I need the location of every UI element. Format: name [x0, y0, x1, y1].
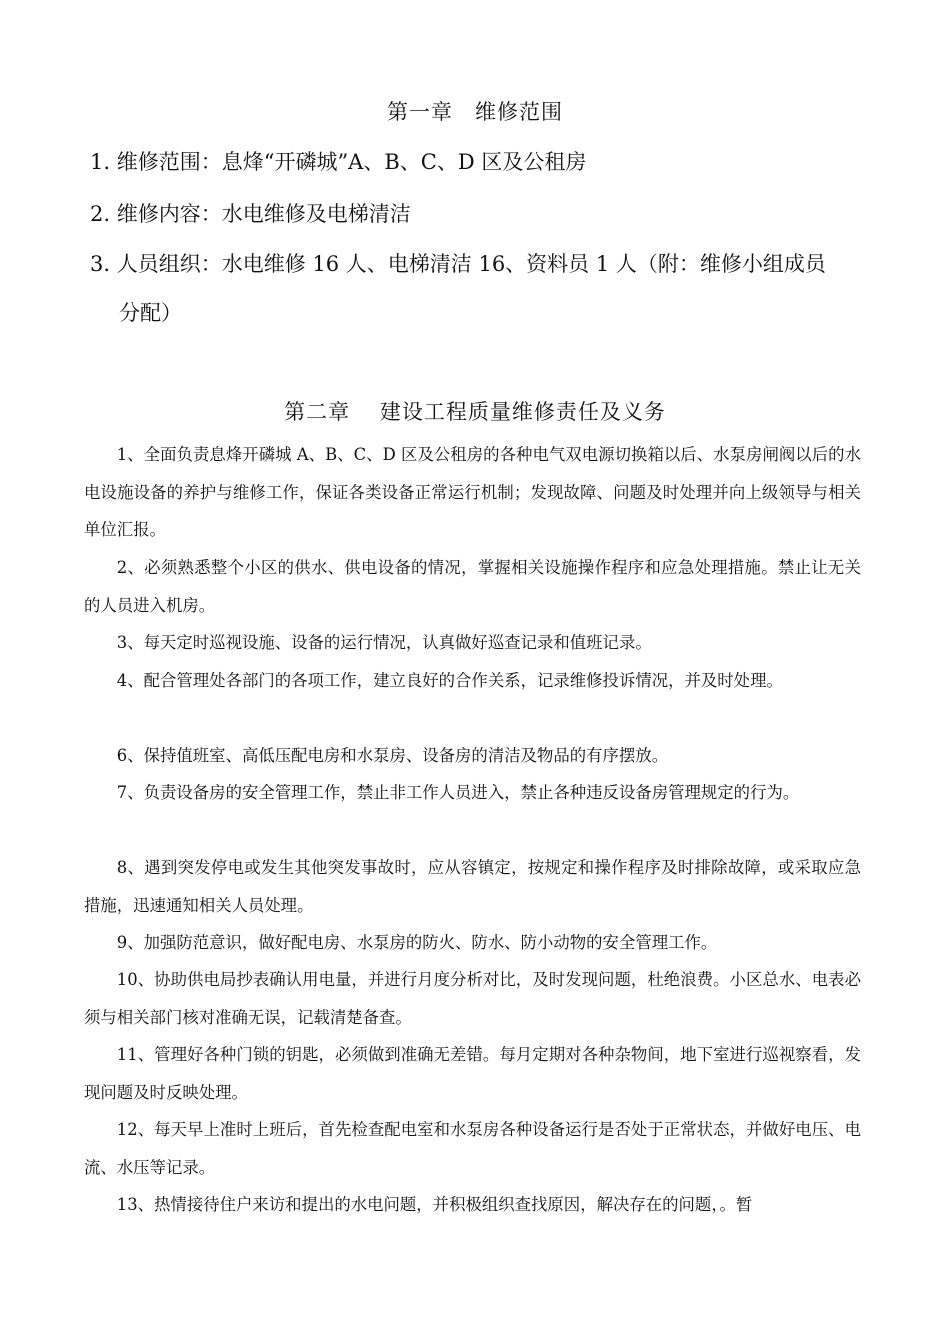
chapter-2-title: 第二章 建设工程质量维修责任及义务	[284, 400, 666, 424]
paragraph-10: 10、协助供电局抄表确认用电量，并进行月度分析对比，及时发现问题，杜绝浪费。小区总水、电表必须与相关部门核对准确无误，记载清楚备查。	[84, 970, 861, 1027]
paragraph-7: 7、负责设备房的安全管理工作，禁止非工作人员进入，禁止各种违反设备房管理规定的行为。	[116, 783, 800, 802]
paragraph-2: 2、必须熟悉整个小区的供水、供电设备的情况，掌握相关设施操作程序和应急处理措施。禁止让无关的人员进入机房。	[84, 558, 861, 615]
paragraph-6: 6、保持值班室、高低压配电房和水泵房、设备房的清洁及物品的有序摆放。	[116, 746, 669, 765]
paragraph-12: 12、每天早上准时上班后，首先检查配电室和水泵房各种设备运行是否处于正常状态，并做好电压、电流、水压等记录。	[84, 1120, 861, 1177]
chapter-1-item-3: 3. 人员组织：水电维修 16 人、电梯清洁 16、资料员 1 人（附：维修小组成员	[90, 252, 826, 276]
chapter-1-title: 第一章 维修范围	[387, 100, 563, 124]
chapter-1-item-3-continuation: 分配）	[119, 301, 182, 325]
paragraph-4: 4、配合管理处各部门的各项工作，建立良好的合作关系，记录维修投诉情况，并及时处理。	[116, 671, 783, 690]
paragraph-8: 8、遇到突发停电或发生其他突发事故时，应从容镇定，按规定和操作程序及时排除故障，或采取应急措施，迅速通知相关人员处理。	[84, 858, 861, 915]
paragraph-1: 1、全面负责息烽开磷城 A、B、C、D 区及公租房的各种电气双电源切换箱以后、水泵房闸阀以后的水电设施设备的养护与维修工作，保证各类设备正常运行机制；发现故障、问题及时处理并向上级领导与相关单位汇报。	[84, 445, 861, 539]
chapter-1-item-2: 2. 维修内容：水电维修及电梯清洁	[90, 202, 411, 226]
chapter-1-item-1: 1. 维修范围：息烽“开磷城”A、B、C、D 区及公租房	[90, 150, 587, 174]
paragraph-9: 9、加强防范意识，做好配电房、水泵房的防火、防水、防小动物的安全管理工作。	[116, 933, 718, 952]
paragraph-11: 11、管理好各种门锁的钥匙，必须做到准确无差错。每月定期对各种杂物间，地下室进行巡视察看，发现问题及时反映处理。	[84, 1045, 861, 1102]
paragraph-13: 13、热情接待住户来访和提出的水电问题，并积极组织查找原因，解决存在的问题，。暂	[116, 1195, 753, 1214]
paragraph-3: 3、每天定时巡视设施、设备的运行情况，认真做好巡查记录和值班记录。	[116, 633, 652, 652]
